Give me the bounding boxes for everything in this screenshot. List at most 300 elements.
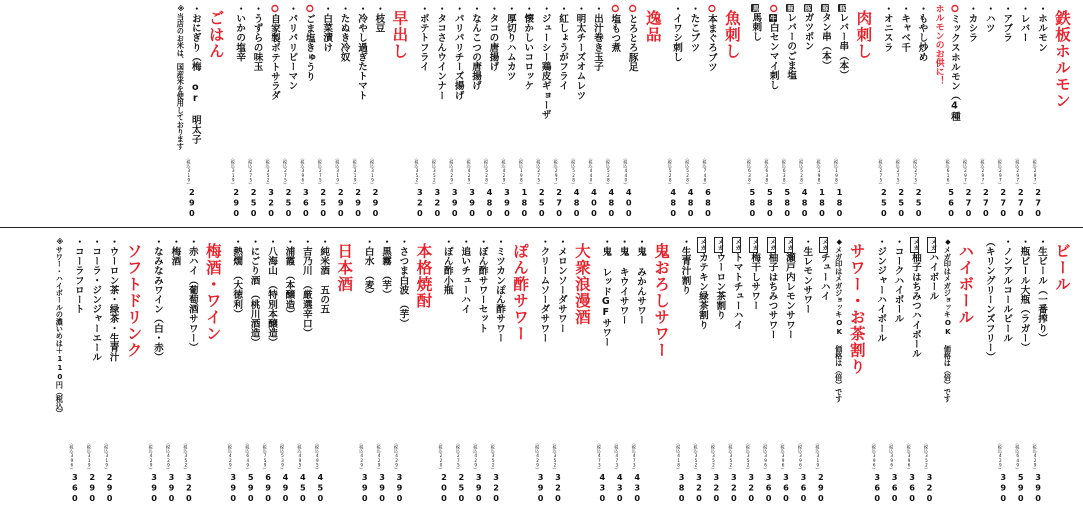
tax-included-price: （税込429） — [535, 441, 541, 472]
base-price: 250 — [283, 186, 294, 218]
menu-item-name: ・八海山 （特別本醸造） — [266, 237, 277, 348]
tax-included-price: （税込649） — [245, 441, 251, 472]
menu-note: ◆メガ印はメガジョッキOK 価格は（倍）です — [943, 237, 953, 403]
tax-included-price: （税込396） — [871, 441, 877, 472]
menu-item-price — [946, 156, 963, 218]
menu-item — [280, 237, 297, 503]
meat-type-badge: 馬 — [751, 5, 760, 12]
meat-type-badge: 豚 — [820, 5, 829, 12]
tax-included-price: （税込528） — [799, 156, 805, 187]
menu-divider — [0, 227, 1083, 228]
menu-item — [456, 237, 473, 503]
menu-item-price — [764, 156, 781, 218]
menu-item — [266, 4, 283, 218]
base-price: 390 — [467, 186, 478, 218]
menu-item — [606, 4, 623, 218]
menu-item — [614, 237, 631, 503]
base-price: 360 — [300, 186, 311, 218]
tax-included-price: （税込429） — [227, 441, 233, 472]
mega-size-badge: メガ — [716, 239, 723, 251]
base-price: 560 — [946, 186, 957, 218]
menu-item-price — [377, 441, 394, 503]
base-price: 360 — [69, 471, 80, 503]
base-price: 250 — [456, 471, 467, 503]
recommend-circle-icon: ⭘ — [948, 4, 960, 14]
menu-item — [998, 4, 1015, 218]
menu-item — [896, 4, 913, 218]
tax-included-price: （税込352） — [710, 441, 716, 472]
base-price: 430 — [614, 471, 625, 503]
menu-item — [438, 237, 455, 503]
menu-item-name: ・たこブツ — [688, 4, 700, 52]
menu-item-price — [535, 441, 552, 503]
base-price: 320 — [414, 186, 425, 218]
section-title: ごはん — [206, 10, 225, 60]
tax-included-price: （税込275） — [878, 156, 884, 187]
base-price: 390 — [394, 471, 405, 503]
menu-item — [597, 237, 614, 503]
base-price: 380 — [676, 471, 687, 503]
menu-item-name: 馬刺し — [750, 12, 762, 42]
menu-item-name: ・ミツカンぽん酢サワー — [494, 237, 506, 343]
menu-item — [980, 4, 997, 218]
menu-item-price — [438, 441, 455, 503]
menu-item — [815, 237, 832, 503]
menu-item-name: ・赤ハイ（葡萄酒サワー） — [186, 237, 198, 353]
tax-included-price: （税込638） — [746, 156, 752, 187]
menu-item-price — [183, 441, 200, 503]
menu-item-name: ・たぬき冷奴 — [338, 4, 350, 62]
menu-item — [1033, 4, 1050, 218]
menu-item-name: ・キャベ千 — [899, 4, 911, 52]
menu-item-name: ガツポン — [802, 12, 814, 51]
base-price: 290 — [186, 186, 197, 218]
tax-included-price: （税込297） — [997, 156, 1003, 187]
menu-item — [764, 4, 781, 218]
tax-included-price: （税込352） — [728, 441, 734, 472]
menu-item-price — [484, 156, 501, 218]
mega-size-badge: メガ — [698, 239, 705, 251]
menu-item-name: チューハイ — [818, 252, 830, 301]
menu-item-price — [998, 156, 1015, 218]
base-price: 390 — [377, 471, 388, 503]
menu-item — [467, 4, 484, 218]
menu-item-name: ・レバー — [1018, 4, 1030, 43]
section-title: ソフトドリンク — [124, 243, 143, 359]
menu-item-price — [676, 441, 693, 503]
menu-item-price — [872, 441, 889, 503]
tax-included-price: （税込319） — [86, 441, 92, 472]
menu-item — [711, 237, 728, 503]
section-title: ハイボール — [956, 243, 975, 326]
tax-included-price: （税込396） — [889, 441, 895, 472]
tax-included-price: （税込396） — [763, 441, 769, 472]
menu-item — [798, 237, 815, 503]
tax-included-price: （税込319） — [352, 156, 358, 187]
menu-item-price — [623, 156, 640, 218]
meat-type-badge: 豚 — [786, 5, 795, 12]
menu-item — [878, 4, 895, 218]
base-price: 390 — [359, 471, 370, 503]
tax-included-price: （税込198） — [518, 156, 524, 187]
menu-item-price — [231, 156, 248, 218]
tax-included-price: （税込495） — [297, 441, 303, 472]
tax-included-price: （税込473） — [596, 441, 602, 472]
menu-item — [834, 4, 851, 218]
menu-item-name: ・生レモンサワー — [801, 237, 813, 314]
menu-item-name: 瀬戸内レモンサワー — [783, 252, 795, 340]
menu-item-price — [711, 441, 728, 503]
tax-included-price: （税込352） — [923, 441, 929, 472]
menu-item-name: ウーロン茶割り — [714, 252, 726, 320]
base-price: 320 — [183, 471, 194, 503]
section-title: 大衆浪漫酒 — [572, 243, 591, 326]
menu-item — [245, 237, 262, 503]
tax-included-price: （税込396） — [906, 441, 912, 472]
menu-item-name: ・いかの塩辛 — [234, 4, 246, 62]
menu-item-price — [597, 441, 614, 503]
menu-item-name: ・ポテトフライ — [417, 4, 429, 72]
menu-item — [799, 4, 816, 218]
menu-item — [353, 4, 370, 218]
menu-item-price — [896, 156, 913, 218]
menu-item-name: 塩もつ煮 — [609, 14, 621, 53]
base-price: 390 — [166, 471, 177, 503]
tax-included-price: （税込473） — [614, 441, 620, 472]
tax-included-price: （税込396） — [69, 441, 75, 472]
menu-item-name: ・カシラ — [966, 4, 978, 43]
menu-item-name: ・瓶ビール大瓶（ラガー） — [1018, 237, 1030, 353]
menu-item-price — [394, 441, 411, 503]
tax-included-price: （税込440） — [588, 156, 594, 187]
menu-item-name: ・ぽん酢サワーセット — [476, 237, 488, 333]
menu-item-price — [763, 441, 780, 503]
base-price: 250 — [536, 186, 547, 218]
food-menu-panel — [0, 4, 1083, 222]
mega-size-badge: メガ — [911, 239, 918, 251]
mega-size-badge: メガ — [785, 239, 792, 251]
menu-item — [1015, 4, 1032, 218]
base-price: 290 — [231, 186, 242, 218]
menu-item-price — [798, 441, 815, 503]
menu-item-name: カテキン緑茶割り — [696, 252, 708, 330]
menu-item-price — [668, 156, 685, 218]
menu-item-name: ごま塩きゅうり — [303, 14, 315, 82]
menu-item — [571, 4, 588, 218]
meat-type-badge: 豚 — [803, 5, 812, 12]
tax-included-price: （税込352） — [693, 441, 699, 472]
menu-item-price — [799, 156, 816, 218]
tax-included-price: （税込616） — [945, 156, 951, 187]
base-price: 320 — [266, 186, 277, 218]
menu-item-name: ・おにぎり（梅 or 明太子 — [189, 4, 201, 144]
menu-item-price — [473, 441, 490, 503]
menu-item-name: ・懐かしいコロッケ — [522, 4, 534, 91]
tax-included-price: （税込275） — [282, 156, 288, 187]
menu-item-price — [963, 156, 980, 218]
menu-item — [946, 4, 963, 218]
menu-item-price — [104, 441, 121, 503]
tax-included-price: （税込297） — [553, 156, 559, 187]
base-price: 290 — [87, 471, 98, 503]
menu-item-name: ・冷やし過ぎたトマト — [356, 4, 367, 100]
menu-item-name: ミックスホルモン（4種 — [948, 14, 960, 121]
menu-item — [263, 237, 280, 503]
base-price: 450 — [297, 471, 308, 503]
menu-item-name: ・なみなみワイン（白・赤） — [151, 237, 163, 362]
base-price: 390 — [998, 471, 1009, 503]
tax-included-price: （税込429） — [1032, 441, 1038, 472]
menu-item-name: ・クリームソーダサワー — [538, 237, 550, 343]
base-price: 390 — [228, 471, 239, 503]
tax-included-price: （税込528） — [685, 156, 691, 187]
menu-item-price — [632, 441, 649, 503]
menu-item-name: 自家製ポテトサラダ — [268, 14, 280, 101]
menu-item — [186, 4, 203, 218]
menu-item-price — [456, 441, 473, 503]
menu-item-name: ・ノンアルコールビール — [1001, 237, 1013, 343]
menu-item-name: とろとろ豚足 — [626, 14, 638, 72]
tax-included-price: （税込539） — [280, 441, 285, 472]
menu-item-price — [606, 156, 623, 218]
section-title: 逸品 — [643, 10, 662, 43]
menu-item — [501, 4, 518, 218]
base-price: 360 — [781, 471, 792, 503]
menu-item-price — [266, 156, 283, 218]
menu-item-price — [554, 156, 571, 218]
tax-included-price: （税込429） — [466, 156, 472, 187]
tax-included-price: （税込319） — [186, 156, 192, 187]
base-price: 180 — [519, 186, 530, 218]
menu-item — [998, 237, 1015, 503]
menu-item-price — [318, 156, 335, 218]
base-price: 480 — [799, 186, 810, 218]
menu-item — [432, 4, 449, 218]
menu-item-name: ・コークハイボール — [892, 237, 904, 324]
menu-item — [394, 237, 411, 503]
tax-included-price: （税込198） — [833, 156, 839, 187]
tax-included-price: （税込319） — [104, 441, 110, 472]
menu-item-price — [1015, 441, 1032, 503]
tax-included-price: （税込429） — [359, 441, 365, 472]
menu-item-name: ・アブラ — [1001, 4, 1013, 43]
recommend-circle-icon: ⭘ — [268, 4, 280, 14]
menu-item — [484, 4, 501, 218]
menu-item — [924, 237, 941, 503]
menu-item — [228, 237, 245, 503]
tax-included-price: （税込319） — [370, 156, 375, 187]
menu-item-name: ・白菜漬け — [321, 4, 333, 52]
menu-item-price — [588, 156, 605, 218]
tax-included-price: （税込319） — [815, 441, 821, 472]
menu-item — [519, 4, 536, 218]
menu-item-name: ・さつま白波 （芋） — [397, 237, 409, 329]
base-price: 270 — [980, 186, 991, 218]
base-price: 450 — [315, 471, 326, 503]
menu-item-name: ・梅酒 — [169, 237, 181, 266]
menu-item-price — [280, 441, 297, 503]
tax-included-price: （税込275） — [317, 156, 323, 187]
menu-item-price — [245, 441, 262, 503]
base-price: 680 — [703, 186, 713, 218]
menu-item-name: 梅干しサワー — [749, 252, 761, 311]
base-price: 390 — [149, 471, 160, 503]
tax-included-price: （税込429） — [473, 441, 479, 472]
menu-item — [747, 4, 764, 218]
menu-item-price — [228, 441, 245, 503]
tax-included-price: （税込429） — [997, 441, 1003, 472]
drink-menu-panel — [0, 237, 1083, 507]
menu-note: ◆メガ印はメガジョッキOK 価格は（倍）です — [834, 237, 844, 403]
menu-item — [552, 237, 569, 503]
tax-included-price: （税込528） — [667, 156, 673, 187]
menu-item — [297, 237, 314, 503]
meat-type-badge: 豚 — [838, 5, 847, 12]
menu-item-name: ・生ビール（一番搾り） — [1036, 237, 1047, 343]
base-price: 480 — [668, 186, 679, 218]
section-title: サワー・お茶割り — [847, 243, 866, 375]
tax-included-price: （税込275） — [913, 156, 919, 187]
menu-item-price — [449, 156, 466, 218]
menu-item-price — [536, 156, 553, 218]
menu-item-price — [703, 156, 720, 218]
menu-item-price — [353, 156, 370, 218]
menu-item-name: ・コーラ・ジンジャーエール — [90, 237, 102, 362]
base-price: 390 — [501, 186, 512, 218]
menu-item-name: タン串（本） — [819, 12, 831, 71]
menu-item-name: ・ウーロン茶・緑茶・生青汁 — [107, 237, 119, 362]
tax-included-price: （税込528） — [484, 156, 490, 187]
menu-item-name: ・タコさんウインナー — [435, 4, 447, 100]
menu-item — [370, 4, 387, 218]
base-price: 290 — [815, 471, 826, 503]
menu-item — [623, 4, 640, 218]
tax-included-price: （税込220） — [438, 441, 444, 472]
menu-item-price — [1015, 156, 1032, 218]
tax-included-price: （税込396） — [780, 441, 786, 472]
tax-included-price: （税込297） — [980, 156, 986, 187]
menu-item-name: トマトチューハイ — [731, 252, 743, 330]
recommend-circle-icon: ⭘ — [626, 4, 638, 14]
menu-item-name: ・鬼 レッドGFサワー — [600, 237, 612, 347]
menu-item-name: ・生青汁割り — [679, 237, 691, 295]
mega-size-badge: メガ — [820, 239, 827, 251]
menu-note: ※当店のお米は、国産米を使用しております — [176, 4, 186, 150]
menu-item-name: ・鬼 みかんサワー — [635, 237, 647, 325]
section-title: 早出し — [390, 10, 409, 60]
section-title: 本格焼酎 — [414, 243, 433, 309]
menu-item-price — [889, 441, 906, 503]
section-title: 日本酒 — [335, 243, 354, 293]
menu-item — [728, 237, 745, 503]
menu-item — [963, 4, 980, 218]
menu-item-name: ・吉乃川 （厳選辛口） — [300, 237, 312, 338]
tax-included-price: （税込429） — [501, 156, 507, 187]
tax-included-price: （税込528） — [605, 156, 611, 187]
menu-item-price — [913, 156, 930, 218]
recommend-circle-icon: ⭘ — [767, 4, 779, 14]
menu-item-price — [432, 156, 449, 218]
menu-item-price — [1033, 156, 1050, 218]
section-title: ビール — [1053, 243, 1071, 293]
menu-item-name: 本まぐろブツ — [705, 14, 717, 72]
menu-item-name: ・ホルモン — [1036, 4, 1047, 52]
menu-item-price — [519, 156, 536, 218]
menu-item — [781, 237, 798, 503]
menu-item-price — [815, 441, 832, 503]
menu-item-price — [571, 156, 588, 218]
menu-item-name: ・にごり酒 （桃川酒造） — [248, 237, 260, 348]
menu-item-name: ・メロンソーダサワー — [555, 237, 567, 333]
menu-item-name: ・浦霞 （本醸造） — [283, 237, 295, 319]
base-price: 250 — [878, 186, 889, 218]
tax-included-price: （税込495） — [314, 441, 320, 472]
menu-item-name: ・ハツ — [983, 4, 995, 33]
section-title: 鉄板ホルモン — [1053, 10, 1071, 109]
menu-item-name: ・紅しょうがフライ — [557, 4, 569, 91]
base-price: 180 — [817, 186, 828, 218]
menu-item — [817, 4, 834, 218]
tax-included-price: （税込429） — [394, 441, 400, 472]
menu-item — [449, 4, 466, 218]
menu-item-price — [552, 441, 569, 503]
tax-included-price: （税込275） — [248, 156, 254, 187]
menu-item-price — [501, 156, 518, 218]
tax-included-price: （税込275） — [536, 156, 542, 187]
tax-included-price: （税込396） — [797, 441, 803, 472]
tax-included-price: （税込352） — [183, 441, 189, 472]
base-price: 320 — [694, 471, 704, 503]
menu-item-name: 柚子はちみつハイボール — [909, 252, 921, 359]
base-price: 180 — [834, 186, 845, 218]
menu-item-name: ・追いチューハイ — [459, 237, 471, 314]
menu-item-price — [263, 441, 280, 503]
base-price: 250 — [318, 186, 329, 218]
tax-included-price: （税込396） — [300, 156, 306, 187]
base-price: 390 — [473, 471, 484, 503]
tax-included-price: （税込297） — [1032, 156, 1038, 187]
base-price: 480 — [571, 186, 582, 218]
tax-included-price: （税込352） — [431, 156, 437, 187]
menu-item-price — [370, 156, 387, 218]
tax-included-price: （税込649） — [1015, 441, 1021, 472]
menu-item — [554, 4, 571, 218]
section-subtitle: ホルモンのお供に！ — [933, 4, 944, 85]
menu-item-price — [166, 441, 183, 503]
menu-item — [536, 4, 553, 218]
base-price: 270 — [998, 186, 1009, 218]
menu-item-name: ・パリパリチーズ揚げ — [452, 4, 464, 100]
menu-item-name: （キリングリーンズフリー） — [983, 237, 995, 362]
mega-size-badge: メガ — [733, 239, 740, 251]
menu-item-name: レバーのごま塩 — [785, 12, 797, 80]
menu-item — [335, 4, 352, 218]
tax-included-price: （税込638） — [781, 156, 787, 187]
base-price: 270 — [1015, 186, 1026, 218]
menu-item-price — [359, 441, 376, 503]
tax-included-price: （税込198） — [816, 156, 822, 187]
menu-item — [87, 237, 104, 503]
tax-included-price: （税込638） — [764, 156, 770, 187]
menu-item-name: ・出汁巻き玉子 — [591, 4, 603, 72]
menu-item-name: ・なんこつの唐揚げ — [470, 4, 482, 91]
menu-item-name: ・枝豆 — [373, 4, 385, 33]
menu-item — [685, 4, 702, 218]
tax-included-price: （税込319） — [335, 156, 341, 187]
menu-item-name: ・うずらの味玉 — [251, 4, 263, 72]
menu-item-price — [817, 156, 834, 218]
menu-item-name: ・イワシ刺し — [671, 4, 683, 62]
